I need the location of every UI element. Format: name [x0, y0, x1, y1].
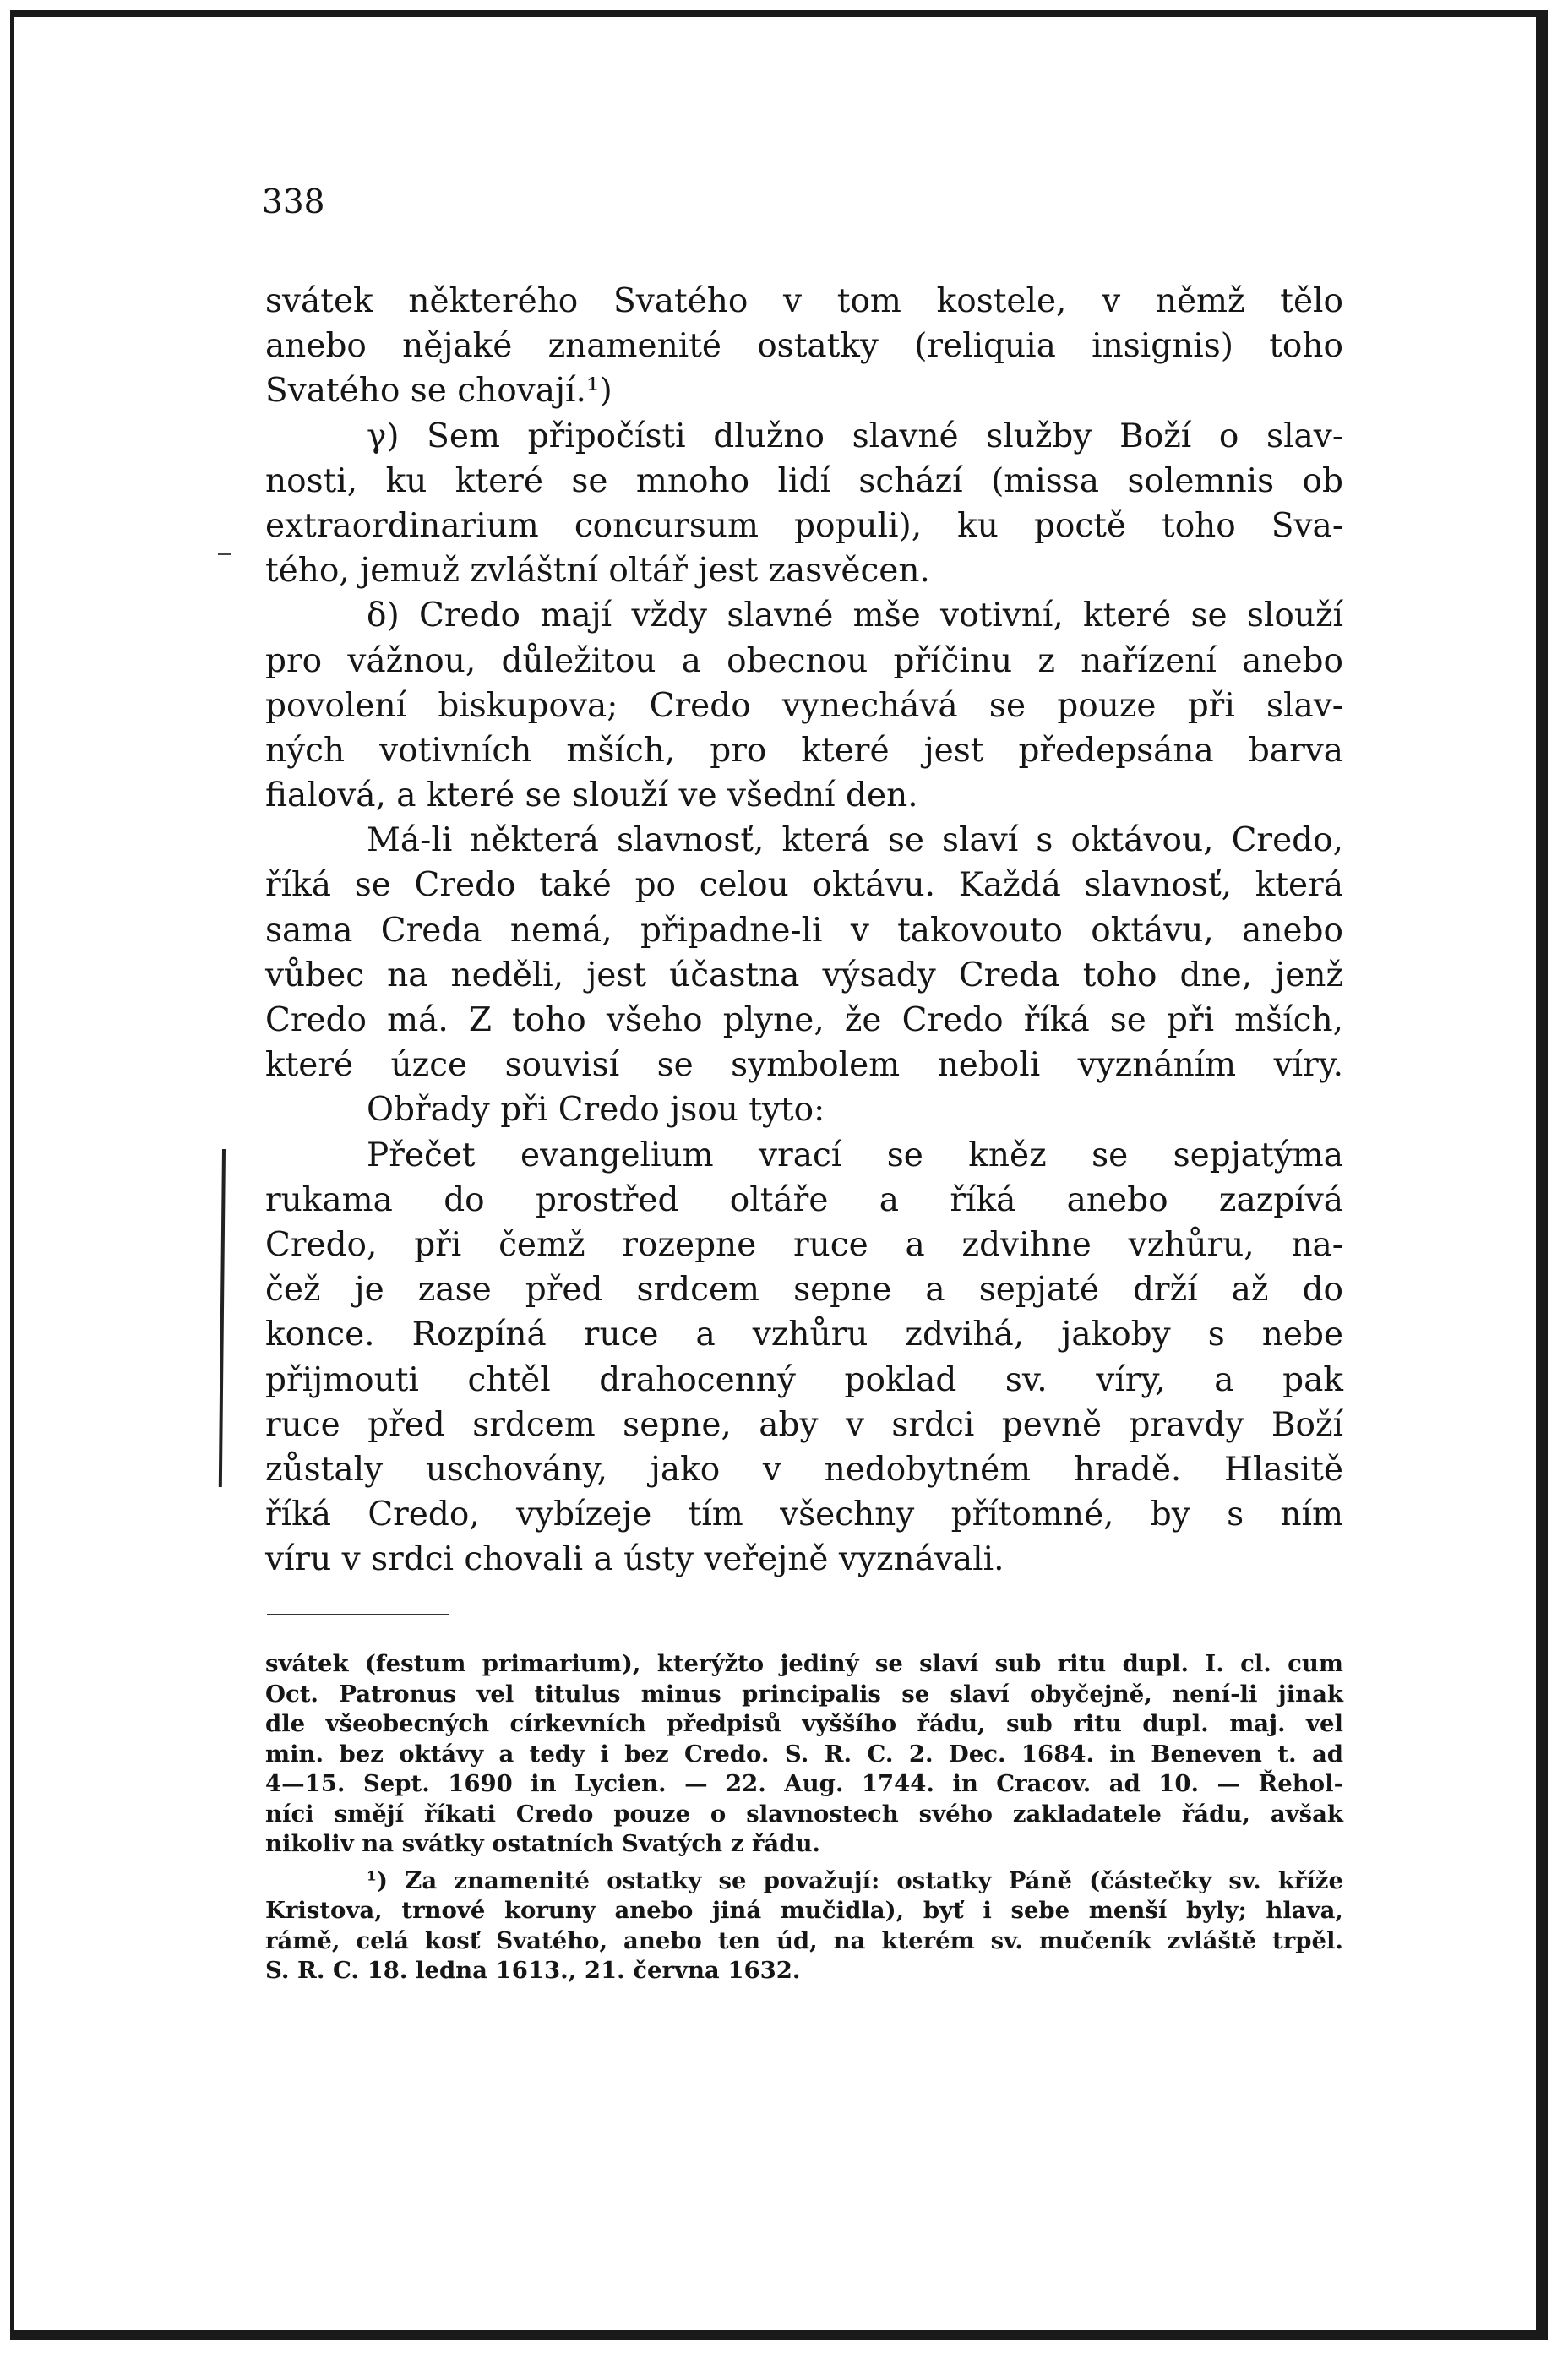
text-line: Svatého se chovají.¹): [265, 372, 612, 411]
text-line: říká Credo, vybízeje tím všechny přítomné, by s ním: [265, 1495, 1343, 1534]
footnote-line: min. bez oktávy a tedy i bez Credo. S. R. C. 2. Dec. 1684. in Beneven t. ad: [265, 1740, 1343, 1768]
text-line: fialová, a které se slouží ve všední den.: [265, 776, 918, 815]
text-line: Credo má. Z toho všeho plyne, že Credo říká se při mších,: [265, 1001, 1343, 1039]
text-line: zůstaly uschovány, jako v nedobytném hradě. Hlasitě: [265, 1450, 1343, 1489]
margin-mark: [218, 553, 231, 555]
text-line: pro vážnou, důležitou a obecnou příčinu z nařízení anebo: [265, 641, 1343, 680]
text-line: ruce před srdcem sepne, aby v srdci pevně pravdy Boží: [265, 1405, 1343, 1444]
footnotes: [265, 1649, 1343, 1986]
text-line: víru v srdci chovali a ústy veřejně vyznávali.: [265, 1540, 1004, 1579]
text-line: konce. Rozpíná ruce a vzhůru zdvihá, jakoby s nebe: [265, 1316, 1343, 1354]
text-line: povolení biskupova; Credo vynechává se pouze při slav-: [265, 686, 1343, 725]
footnote-line: svátek (festum primarium), kterýžto jediný se slaví sub ritu dupl. I. cl. cum: [265, 1650, 1343, 1677]
text-line: vůbec na neděli, jest účastna výsady Creda toho dne, jenž: [265, 956, 1343, 994]
footnote-line: Kristova, trnové koruny anebo jiná mučidla), byť i sebe menší byly; hlava,: [265, 1897, 1343, 1924]
text-line: γ) Sem připočísti dlužno slavné služby Boží o slav-: [367, 417, 1343, 455]
footnote-separator: [267, 1614, 449, 1615]
text-line: rukama do prostřed oltáře a říká anebo zazpívá: [265, 1180, 1343, 1219]
page-number: 338: [262, 183, 325, 221]
text-line: přijmouti chtěl drahocenný poklad sv. víry, a pak: [265, 1360, 1343, 1399]
footnote-line: Oct. Patronus vel titulus minus principalis se slaví obyčejně, není-li jinak: [265, 1680, 1343, 1708]
text-line: Credo, při čemž rozepne ruce a zdvihne vzhůru, na-: [265, 1225, 1343, 1264]
footnote-line: dle všeobecných církevních předpisů vyššího řádu, sub ritu dupl. maj. vel: [265, 1710, 1343, 1737]
text-line: čež je zase před srdcem sepne a sepjaté drží až do: [265, 1271, 1343, 1310]
footnote-line: rámě, celá kosť Svatého, anebo ten úd, na kterém sv. mučeník zvláště trpěl.: [265, 1926, 1343, 1954]
text-line: svátek některého Svatého v tom kostele, v němž tělo: [265, 282, 1343, 320]
text-line: tého, jemuž zvláštní oltář jest zasvěcen.: [265, 552, 930, 591]
footnote-line: níci smějí říkati Credo pouze o slavnostech svého zakladatele řádu, avšak: [265, 1800, 1343, 1828]
text-line: Obřady při Credo jsou tyto:: [367, 1091, 825, 1130]
text-line: δ) Credo mají vždy slavné mše votivní, které se slouží: [367, 597, 1343, 635]
text-line: extraordinarium concursum populi), ku poctě toho Sva-: [265, 506, 1343, 545]
footnote-line: S. R. C. 18. ledna 1613., 21. června 1632.: [265, 1957, 801, 1984]
text-line: Přečet evangelium vrací se kněz se sepjatýma: [367, 1136, 1343, 1174]
text-line: ných votivních mších, pro které jest předepsána barva: [265, 731, 1343, 770]
main-text: [265, 279, 1343, 1582]
text-line: říká se Credo také po celou oktávu. Každá slavnosť, která: [265, 866, 1343, 905]
footnote-line: nikoliv na svátky ostatních Svatých z řádu.: [265, 1830, 821, 1857]
text-line: Má-li některá slavnosť, která se slaví s oktávou, Credo,: [367, 821, 1343, 860]
text-line: které úzce souvisí se symbolem neboli vyznáním víry.: [265, 1046, 1343, 1085]
text-line: sama Creda nemá, připadne-li v takovouto oktávu, anebo: [265, 911, 1343, 950]
text-line: nosti, ku které se mnoho lidí schází (missa solemnis ob: [265, 461, 1343, 500]
text-line: anebo nějaké znamenité ostatky (reliquia insignis) toho: [265, 327, 1343, 366]
footnote-line: ¹) Za znamenité ostatky se považují: ostatky Páně (částečky sv. kříže: [367, 1866, 1343, 1894]
footnote-line: 4—15. Sept. 1690 in Lycien. — 22. Aug. 1744. in Cracov. ad 10. — Řehol-: [265, 1770, 1343, 1797]
